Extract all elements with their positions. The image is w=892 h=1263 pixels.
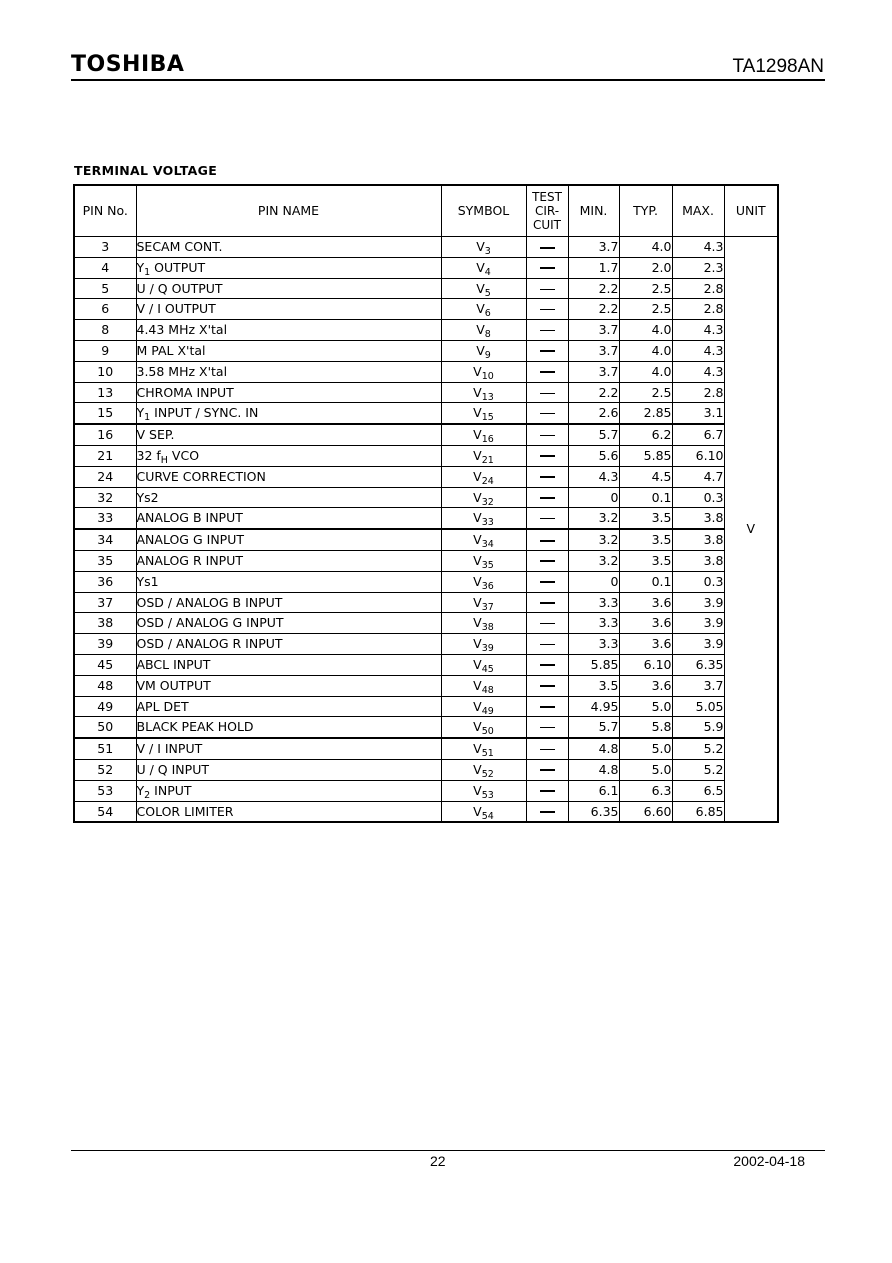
typ-value-cell: 4.0 (619, 361, 672, 382)
pin-number-cell: 53 (74, 780, 136, 801)
typ-value-cell: 2.5 (619, 278, 672, 299)
max-value-cell: 2.3 (672, 257, 724, 278)
pin-number-cell: 4 (74, 257, 136, 278)
pin-number-cell: 52 (74, 759, 136, 780)
table-row (74, 571, 778, 592)
typ-value-cell: 2.5 (619, 299, 672, 320)
table-row (74, 487, 778, 508)
symbol-cell: $V_{35}$ (441, 550, 526, 571)
min-value-cell: 4.3 (568, 466, 619, 487)
footer-rule (71, 1150, 825, 1151)
test-circuit-cell (526, 759, 568, 780)
symbol-cell: $V_9$ (441, 340, 526, 361)
min-value-cell: 3.2 (568, 508, 619, 529)
max-value-cell: 2.8 (672, 382, 724, 403)
table-row (74, 738, 778, 759)
min-value-cell: 2.6 (568, 403, 619, 424)
header-rule (71, 79, 825, 81)
min-value-cell: 3.2 (568, 529, 619, 550)
pin-number-cell: 37 (74, 592, 136, 613)
pin-number-cell: 34 (74, 529, 136, 550)
pin-name-cell: 3.58 MHz X'tal (136, 361, 441, 382)
max-value-cell: 3.9 (672, 634, 724, 655)
symbol-cell: $V_{24}$ (441, 466, 526, 487)
dash-mark (540, 769, 555, 771)
max-value-cell: 3.8 (672, 529, 724, 550)
test-circuit-cell (526, 299, 568, 320)
max-value-cell: 3.8 (672, 508, 724, 529)
col-header-symbol: SYMBOL (441, 185, 526, 237)
typ-value-cell: 3.5 (619, 529, 672, 550)
test-circuit-cell (526, 717, 568, 738)
pin-name-cell: V / I OUTPUT (136, 299, 441, 320)
min-value-cell: 3.7 (568, 340, 619, 361)
min-value-cell: 2.2 (568, 299, 619, 320)
dash-mark (540, 540, 555, 542)
typ-value-cell: 5.0 (619, 738, 672, 759)
document-date: 2002-04-18 (733, 1153, 805, 1169)
table-row (74, 445, 778, 466)
table-row (74, 424, 778, 445)
symbol-cell: $V_{15}$ (441, 403, 526, 424)
symbol-cell: $V_{38}$ (441, 613, 526, 634)
table-row (74, 780, 778, 801)
test-circuit-cell (526, 487, 568, 508)
pin-number-cell: 36 (74, 571, 136, 592)
min-value-cell: 2.2 (568, 278, 619, 299)
min-value-cell: 0 (568, 487, 619, 508)
unit-cell: V (724, 237, 778, 823)
table-row (74, 696, 778, 717)
pin-number-cell: 13 (74, 382, 136, 403)
pin-number-cell: 8 (74, 320, 136, 341)
symbol-cell: $V_{53}$ (441, 780, 526, 801)
test-circuit-cell (526, 340, 568, 361)
max-value-cell: 3.9 (672, 613, 724, 634)
symbol-cell: $V_{33}$ (441, 508, 526, 529)
dash-mark (540, 706, 555, 708)
min-value-cell: 5.85 (568, 654, 619, 675)
col-header-max: MAX. (672, 185, 724, 237)
pin-number-cell: 48 (74, 675, 136, 696)
table-row (74, 613, 778, 634)
part-number: TA1298AN (732, 56, 824, 77)
pin-name-cell: ABCL INPUT (136, 654, 441, 675)
dash-mark (540, 664, 555, 666)
min-value-cell: 3.7 (568, 320, 619, 341)
pin-number-cell: 6 (74, 299, 136, 320)
pin-number-cell: 35 (74, 550, 136, 571)
min-value-cell: 6.35 (568, 801, 619, 822)
table-row (74, 675, 778, 696)
pin-number-cell: 32 (74, 487, 136, 508)
table-row (74, 382, 778, 403)
symbol-cell: $V_{13}$ (441, 382, 526, 403)
table-row (74, 634, 778, 655)
table-row (74, 466, 778, 487)
pin-name-cell: OSD / ANALOG B INPUT (136, 592, 441, 613)
symbol-cell: $V_5$ (441, 278, 526, 299)
symbol-cell: $V_{36}$ (441, 571, 526, 592)
test-circuit-cell (526, 801, 568, 822)
min-value-cell: 4.8 (568, 759, 619, 780)
pin-name-cell: VM OUTPUT (136, 675, 441, 696)
test-circuit-cell (526, 445, 568, 466)
test-circuit-cell (526, 403, 568, 424)
pin-name-cell: M PAL X'tal (136, 340, 441, 361)
col-header-typ: TYP. (619, 185, 672, 237)
col-header-unit: UNIT (724, 185, 778, 237)
pin-number-cell: 10 (74, 361, 136, 382)
dash-mark (540, 393, 555, 394)
symbol-cell: $V_{16}$ (441, 424, 526, 445)
dash-mark (540, 518, 555, 519)
dash-mark (540, 289, 555, 290)
symbol-cell: $V_{50}$ (441, 717, 526, 738)
pin-name-cell: 32 $f_H$ VCO (136, 445, 441, 466)
min-value-cell: 3.7 (568, 237, 619, 258)
dash-mark (540, 560, 555, 562)
dash-mark (540, 497, 555, 499)
pin-name-cell: OSD / ANALOG R INPUT (136, 634, 441, 655)
pin-number-cell: 38 (74, 613, 136, 634)
pin-name-cell: Ys1 (136, 571, 441, 592)
typ-value-cell: 0.1 (619, 571, 672, 592)
pin-name-cell: $Y_2$ INPUT (136, 780, 441, 801)
symbol-cell: $V_{10}$ (441, 361, 526, 382)
pin-number-cell: 9 (74, 340, 136, 361)
test-circuit-cell (526, 592, 568, 613)
symbol-cell: $V_8$ (441, 320, 526, 341)
dash-mark (540, 811, 555, 813)
max-value-cell: 6.7 (672, 424, 724, 445)
pin-name-cell: U / Q OUTPUT (136, 278, 441, 299)
pin-name-cell: 4.43 MHz X'tal (136, 320, 441, 341)
max-value-cell: 5.2 (672, 738, 724, 759)
pin-number-cell: 50 (74, 717, 136, 738)
table-row (74, 403, 778, 424)
max-value-cell: 4.7 (672, 466, 724, 487)
test-circuit-cell (526, 278, 568, 299)
pin-name-cell: Ys2 (136, 487, 441, 508)
col-header-pin-name: PIN NAME (136, 185, 441, 237)
test-circuit-cell (526, 654, 568, 675)
typ-value-cell: 4.0 (619, 237, 672, 258)
table-header-row (74, 185, 778, 237)
min-value-cell: 5.7 (568, 424, 619, 445)
dash-mark (540, 581, 555, 583)
test-circuit-cell (526, 571, 568, 592)
symbol-cell: $V_{48}$ (441, 675, 526, 696)
max-value-cell: 5.9 (672, 717, 724, 738)
max-value-cell: 3.9 (672, 592, 724, 613)
table-body (74, 237, 778, 823)
test-circuit-cell (526, 634, 568, 655)
dash-mark (540, 435, 555, 436)
max-value-cell: 4.3 (672, 340, 724, 361)
max-value-cell: 3.7 (672, 675, 724, 696)
typ-value-cell: 4.5 (619, 466, 672, 487)
max-value-cell: 2.8 (672, 299, 724, 320)
min-value-cell: 6.1 (568, 780, 619, 801)
table-row (74, 717, 778, 738)
table-row (74, 592, 778, 613)
dash-mark (540, 413, 555, 414)
typ-value-cell: 5.0 (619, 696, 672, 717)
test-circuit-cell (526, 675, 568, 696)
dash-mark (540, 455, 555, 457)
table-row (74, 299, 778, 320)
typ-value-cell: 5.0 (619, 759, 672, 780)
symbol-cell: $V_{49}$ (441, 696, 526, 717)
typ-value-cell: 3.6 (619, 634, 672, 655)
pin-name-cell: BLACK PEAK HOLD (136, 717, 441, 738)
symbol-cell: $V_{45}$ (441, 654, 526, 675)
min-value-cell: 0 (568, 571, 619, 592)
table-row (74, 759, 778, 780)
terminal-voltage-table (73, 184, 779, 823)
typ-value-cell: 6.10 (619, 654, 672, 675)
min-value-cell: 2.2 (568, 382, 619, 403)
max-value-cell: 0.3 (672, 571, 724, 592)
dash-mark (540, 350, 555, 352)
pin-name-cell: COLOR LIMITER (136, 801, 441, 822)
symbol-cell: $V_{34}$ (441, 529, 526, 550)
max-value-cell: 6.5 (672, 780, 724, 801)
table-row (74, 801, 778, 822)
test-circuit-cell (526, 361, 568, 382)
test-circuit-cell (526, 320, 568, 341)
pin-number-cell: 51 (74, 738, 136, 759)
dash-mark (540, 644, 555, 645)
test-circuit-cell (526, 696, 568, 717)
pin-name-cell: V / I INPUT (136, 738, 441, 759)
max-value-cell: 4.3 (672, 320, 724, 341)
pin-number-cell: 21 (74, 445, 136, 466)
typ-value-cell: 6.3 (619, 780, 672, 801)
test-circuit-label: TEST CIR- CUIT (532, 190, 562, 232)
pin-name-cell: V SEP. (136, 424, 441, 445)
dash-mark (540, 476, 555, 478)
symbol-cell: $V_{32}$ (441, 487, 526, 508)
dash-mark (540, 749, 555, 750)
test-circuit-cell (526, 550, 568, 571)
table-row (74, 529, 778, 550)
pin-name-cell: CHROMA INPUT (136, 382, 441, 403)
typ-value-cell: 5.85 (619, 445, 672, 466)
min-value-cell: 4.95 (568, 696, 619, 717)
max-value-cell: 6.85 (672, 801, 724, 822)
max-value-cell: 5.05 (672, 696, 724, 717)
test-circuit-cell (526, 780, 568, 801)
test-circuit-cell (526, 237, 568, 258)
pin-number-cell: 33 (74, 508, 136, 529)
max-value-cell: 6.10 (672, 445, 724, 466)
typ-value-cell: 5.8 (619, 717, 672, 738)
test-circuit-cell (526, 424, 568, 445)
table-row (74, 508, 778, 529)
pin-name-cell: ANALOG B INPUT (136, 508, 441, 529)
min-value-cell: 1.7 (568, 257, 619, 278)
dash-mark (540, 727, 555, 728)
dash-mark (540, 623, 555, 624)
min-value-cell: 3.7 (568, 361, 619, 382)
typ-value-cell: 4.0 (619, 320, 672, 341)
symbol-cell: $V_{39}$ (441, 634, 526, 655)
typ-value-cell: 3.5 (619, 508, 672, 529)
col-header-min: MIN. (568, 185, 619, 237)
dash-mark (540, 790, 555, 792)
dash-mark (540, 685, 555, 687)
min-value-cell: 4.8 (568, 738, 619, 759)
max-value-cell: 4.3 (672, 237, 724, 258)
table-row (74, 257, 778, 278)
max-value-cell: 4.3 (672, 361, 724, 382)
pin-number-cell: 45 (74, 654, 136, 675)
table-row (74, 361, 778, 382)
typ-value-cell: 2.0 (619, 257, 672, 278)
table-row (74, 237, 778, 258)
test-circuit-cell (526, 382, 568, 403)
max-value-cell: 6.35 (672, 654, 724, 675)
typ-value-cell: 3.5 (619, 550, 672, 571)
min-value-cell: 5.7 (568, 717, 619, 738)
col-header-pin-no: PIN No. (74, 185, 136, 237)
symbol-cell: $V_{54}$ (441, 801, 526, 822)
min-value-cell: 3.3 (568, 634, 619, 655)
symbol-cell: $V_4$ (441, 257, 526, 278)
typ-value-cell: 6.60 (619, 801, 672, 822)
table-row (74, 320, 778, 341)
max-value-cell: 0.3 (672, 487, 724, 508)
test-circuit-cell (526, 508, 568, 529)
test-circuit-cell (526, 529, 568, 550)
page-number: 22 (430, 1153, 446, 1169)
typ-value-cell: 3.6 (619, 613, 672, 634)
pin-number-cell: 54 (74, 801, 136, 822)
section-title: TERMINAL VOLTAGE (74, 163, 218, 178)
brand-logo: TOSHIBA (71, 52, 185, 77)
pin-name-cell: APL DET (136, 696, 441, 717)
typ-value-cell: 3.6 (619, 675, 672, 696)
min-value-cell: 3.3 (568, 592, 619, 613)
min-value-cell: 5.6 (568, 445, 619, 466)
pin-number-cell: 24 (74, 466, 136, 487)
typ-value-cell: 0.1 (619, 487, 672, 508)
typ-value-cell: 2.5 (619, 382, 672, 403)
symbol-cell: $V_{51}$ (441, 738, 526, 759)
symbol-cell: $V_{37}$ (441, 592, 526, 613)
table-row (74, 550, 778, 571)
pin-number-cell: 15 (74, 403, 136, 424)
pin-name-cell: ANALOG R INPUT (136, 550, 441, 571)
min-value-cell: 3.3 (568, 613, 619, 634)
pin-name-cell: U / Q INPUT (136, 759, 441, 780)
table-row (74, 278, 778, 299)
pin-number-cell: 39 (74, 634, 136, 655)
pin-name-cell: ANALOG G INPUT (136, 529, 441, 550)
dash-mark (540, 371, 555, 373)
pin-number-cell: 5 (74, 278, 136, 299)
symbol-cell: $V_{21}$ (441, 445, 526, 466)
symbol-cell: $V_{52}$ (441, 759, 526, 780)
typ-value-cell: 4.0 (619, 340, 672, 361)
test-circuit-cell (526, 466, 568, 487)
dash-mark (540, 602, 555, 604)
pin-name-cell: CURVE CORRECTION (136, 466, 441, 487)
symbol-cell: $V_6$ (441, 299, 526, 320)
pin-name-cell: OSD / ANALOG G INPUT (136, 613, 441, 634)
max-value-cell: 3.1 (672, 403, 724, 424)
typ-value-cell: 2.85 (619, 403, 672, 424)
dash-mark (540, 267, 555, 269)
dash-mark (540, 247, 555, 249)
min-value-cell: 3.5 (568, 675, 619, 696)
table-row (74, 654, 778, 675)
pin-number-cell: 49 (74, 696, 136, 717)
dash-mark (540, 309, 555, 310)
test-circuit-cell (526, 738, 568, 759)
max-value-cell: 5.2 (672, 759, 724, 780)
test-circuit-cell (526, 613, 568, 634)
pin-name-cell: $Y_1$ INPUT / SYNC. IN (136, 403, 441, 424)
typ-value-cell: 6.2 (619, 424, 672, 445)
max-value-cell: 2.8 (672, 278, 724, 299)
col-header-test-circuit (526, 185, 568, 237)
pin-number-cell: 16 (74, 424, 136, 445)
pin-name-cell: SECAM CONT. (136, 237, 441, 258)
pin-name-cell: $Y_1$ OUTPUT (136, 257, 441, 278)
min-value-cell: 3.2 (568, 550, 619, 571)
dash-mark (540, 330, 555, 331)
pin-number-cell: 3 (74, 237, 136, 258)
table-row (74, 340, 778, 361)
test-circuit-cell (526, 257, 568, 278)
typ-value-cell: 3.6 (619, 592, 672, 613)
symbol-cell: $V_3$ (441, 237, 526, 258)
max-value-cell: 3.8 (672, 550, 724, 571)
